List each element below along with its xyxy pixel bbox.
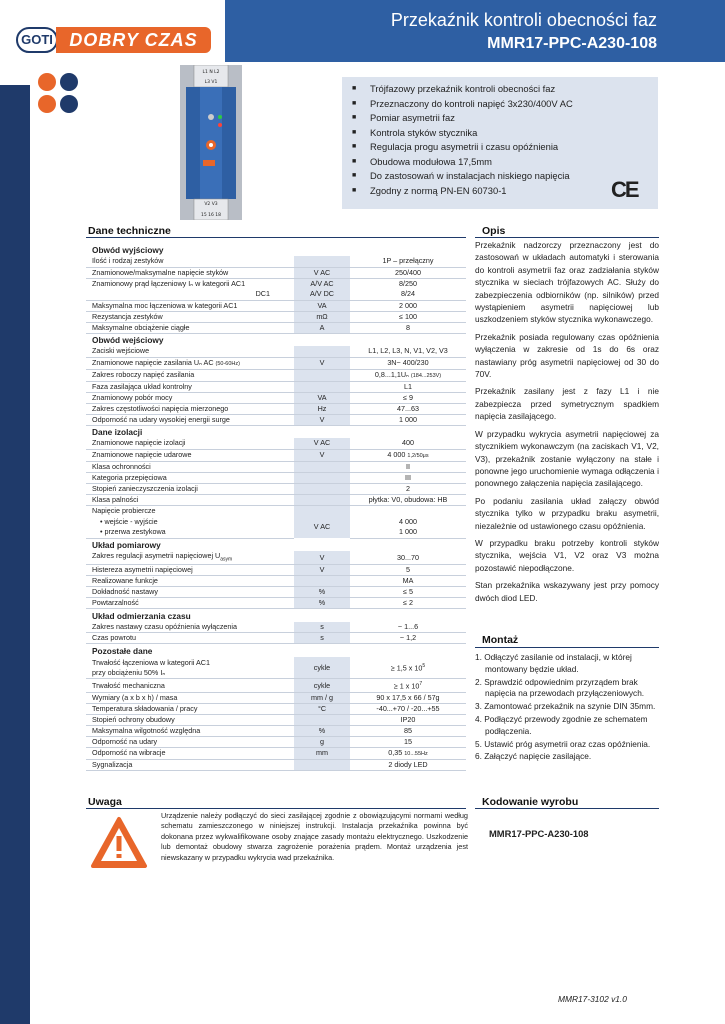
dot-orange-1	[38, 73, 56, 91]
spec-unit: %	[294, 598, 350, 609]
spec-value: ≤ 5	[350, 587, 466, 598]
device-bottom-terminals: 15 16 18	[200, 213, 222, 218]
spec-value: płytka: V0, obudowa: HB	[350, 494, 466, 505]
installation-step: 3. Zamontować przekaźnik na szynie DIN 35mm.	[475, 701, 656, 712]
description-paragraph: W przypadku braku potrzeby kontroli styków stycznika, wejścia V1, V2 oraz V3 można pozostawić niepodłączone.	[475, 537, 659, 573]
feature-item: ■ Obudowa modułowa 17,5mm	[350, 155, 658, 170]
spec-unit: cykle	[294, 657, 350, 679]
spec-value: 30...70	[350, 551, 466, 565]
spec-table: Obwód wyjściowy Ilość i rodzaj zestyków 1P – przełączny Znamionowe/maksymalne napięcie styków V AC 250/400 Znamionowy prąd łączeniowy Iₙ w kategorii AC1 A/V AC 8/250 DC1 A/V DC 8/24 Maksymalna moc łączeniowa w kategorii AC1 VA 2 000 Rezystancja zestyków mΩ ≤ 100 Maksymalne obciążenie ciągłe A 8 Obwód wejściowy Zaciski wejściowe L1, L2, L3, N, V1, V2, V3 Znamionowe napięcie zasilania Uₙ AC (50-60Hz) V 3N~ 400/230 Zakres roboczy napięć zasilania 0,8...1,1Uₙ (184...253V) Faza zasilająca układ kontrolny L1 Znamionowy pobór mocy VA ≤ 9 Zakres częstotliwości napięcia mierzonego Hz 47...63 Odporność na udary wysokiej energii surge V 1 000 Dane izolacji Znamionowe napięcie izolacji V AC 400 Znamionowe napięcie udarowe V 4 000 1,2/50μs Klasa ochronności II Kategoria przepięciowa III Stopień zanieczyszczenia izolacji 2 Klasa palności płytka: V0, obudowa: HB Napięcie probiercze • wejście - wyjście V AC 4 000 • przerwa zestykowa 1 000 Układ pomiarowy Zakres regulacji asymetrii napięciowej $U_{asym}$ V 30...70 Histereza asymetrii napięciowej V 5 Realizowane funkcje MA Dokładność nastawy % ≤ 5 Powtarzalność % ≤ 2 Układ odmierzania czasu Zakres nastawy czasu opóźnienia wyłączenia s ~ 1...6 Czas powrotu s ~ 1,2 Pozostałe dane Trwałość łączeniowa w kategorii AC1 przy obciążeniu 50% Iₙ cykle ≥ 1,5 x $10^5$ Trwałość mechaniczna cykle ≥ 1 x $10^7$ Wymiary (a x b x h) / masa mm / g 90 x 17,5 x 66 / 57g Temperatura składowania / pracy °C -40...+70 / -20...+55 Stopień ochrony obudowy IP20 Maksymalna wilgotność względna % 85 Odporność na udary g 15 Odporność na wibracje mm 0,35 10...55Hz Sygnalizacja 2 diody LED	[86, 243, 466, 771]
spec-unit	[294, 256, 350, 267]
dot-orange-2	[38, 95, 56, 113]
spec-value: III	[350, 472, 466, 483]
logo-name: DOBRY CZAS	[56, 27, 211, 53]
spec-value: IP20	[350, 714, 466, 725]
spec-unit: mΩ	[294, 311, 350, 322]
device-bottom-row2: V2 V3	[204, 202, 218, 207]
spec-label: Odporność na wibracje	[86, 747, 294, 759]
spec-value: 4 000	[399, 516, 417, 526]
spec-label: Znamionowy prąd łączeniowy Iₙ w kategorii AC1	[92, 278, 246, 288]
spec-value: ≤ 100	[350, 311, 466, 322]
spec-value-note: 1,2/50μs	[407, 452, 429, 459]
spec-unit	[294, 369, 350, 381]
spec-value: 0,8...1,1Uₙ	[374, 369, 409, 379]
section-montaz-title: Montaż	[482, 634, 519, 646]
spec-value: 2 000	[350, 300, 466, 311]
spec-unit	[294, 505, 350, 516]
spec-value: ≥ 1 x 10	[393, 681, 420, 691]
spec-label: Stopień zanieczyszczenia izolacji	[86, 483, 294, 494]
installation-step: 2. Sprawdzić odpowiednim przyrządem brak napięcia na przewodach przyłączeniowych.	[475, 676, 645, 699]
spec-label: Klasa ochronności	[86, 461, 294, 472]
spec-label: Znamionowe napięcie izolacji	[86, 438, 294, 449]
spec-unit: V AC	[294, 516, 350, 538]
spec-value: L1, L2, L3, N, V1, V2, V3	[350, 346, 466, 357]
spec-group-title: Pozostałe dane	[92, 645, 153, 656]
spec-label-note: (50-60Hz)	[215, 360, 240, 367]
model-title: MMR17-PPC-A230-108	[487, 35, 657, 52]
section-kod-title: Kodowanie wyrobu	[482, 796, 579, 808]
description-paragraph: Przekaźnik nadzorczy przeznaczony jest do zastosowań w układach automatyki i sterowania do kontroli asymetrii faz oraz zadziałania styków stycznika w sieciach trójfazowych AC. Służy do zabezpieczenia odbiorników (np. silników) przed wystąpieniem asymetrii napięciowej lub uszkodzeniem styków stycznika wykonawczego.	[475, 240, 659, 325]
spec-label: Faza zasilająca układ kontrolny	[86, 381, 294, 392]
spec-value: ≤ 9	[350, 392, 466, 403]
spec-unit: A/V DC	[294, 289, 350, 300]
spec-label: Sygnalizacja	[86, 759, 294, 770]
spec-unit: VA	[294, 300, 350, 311]
spec-unit: V	[294, 357, 350, 369]
spec-group-title: Układ odmierzania czasu	[92, 610, 191, 621]
spec-label: Dokładność nastawy	[86, 587, 294, 598]
spec-label: Histereza asymetrii napięciowej	[86, 565, 294, 576]
spec-unit	[294, 461, 350, 472]
spec-label: Klasa palności	[86, 494, 294, 505]
spec-label: Znamionowe napięcie udarowe	[86, 449, 294, 461]
spec-value-note: 10...55Hz	[404, 750, 428, 757]
device-top-terminals: L1 N L2	[202, 70, 220, 75]
page-title: Przekaźnik kontroli obecności faz	[390, 10, 657, 30]
spec-unit	[294, 576, 350, 587]
spec-value: -40...+70 / -20...+55	[350, 703, 466, 714]
spec-value-exp: 7	[419, 681, 423, 688]
spec-label: Odporność na udary wysokiej energii surge	[86, 414, 294, 425]
section-uwaga-title: Uwaga	[88, 796, 122, 808]
spec-unit: mm / g	[294, 692, 350, 703]
order-code: MMR17-PPC-A230-108	[489, 828, 589, 839]
spec-unit	[294, 759, 350, 770]
description-text	[475, 239, 659, 609]
feature-item: ■ Regulacja progu asymetrii i czasu opóźnienia	[350, 140, 658, 155]
description-paragraph: W przypadku wykrycia asymetrii napięciowej za stycznikiem wykonawczym (na zaciskach V1, V2, V3), przekaźnik zostanie wyłączony na stałe i ponowne jego uruchomienie wymaga odłączenia i ponownego załączenia napięcia zasilającego.	[475, 428, 659, 489]
spec-value: 2	[350, 483, 466, 494]
spec-value: II	[350, 461, 466, 472]
spec-unit	[294, 483, 350, 494]
divider	[86, 808, 466, 809]
spec-value: 90 x 17,5 x 66 / 57g	[350, 692, 466, 703]
spec-label: Odporność na udary	[86, 736, 294, 747]
spec-unit: V AC	[294, 267, 350, 278]
spec-label: Znamionowy pobór mocy	[86, 392, 294, 403]
spec-label: Znamionowe napięcie zasilania Uₙ AC	[92, 357, 214, 367]
spec-label: przerwa zestykowa	[104, 527, 166, 537]
spec-unit: A	[294, 322, 350, 333]
spec-label: Zakres częstotliwości napięcia mierzonego	[86, 403, 294, 414]
spec-unit: °C	[294, 703, 350, 714]
spec-unit: V	[294, 565, 350, 576]
divider	[86, 237, 466, 238]
spec-value: 4 000	[387, 449, 406, 459]
divider	[475, 808, 659, 809]
spec-label: Maksymalna moc łączeniowa w kategorii AC1	[86, 300, 294, 311]
spec-value: 1 000	[350, 414, 466, 425]
spec-label: DC1	[86, 289, 294, 300]
dot-navy-1	[60, 73, 78, 91]
left-accent-bar	[0, 85, 30, 1024]
document-version: MMR17-3102 v1.0	[558, 994, 627, 1004]
spec-unit	[294, 346, 350, 357]
spec-unit: %	[294, 725, 350, 736]
feature-item: ■ Przeznaczony do kontroli napięć 3x230/400V AC	[350, 97, 658, 112]
spec-value: 2 diody LED	[350, 759, 466, 770]
spec-label: Zakres roboczy napięć zasilania	[86, 369, 294, 381]
spec-label: Maksymalna wilgotność względna	[86, 725, 294, 736]
header-band	[225, 0, 725, 62]
spec-label: Czas powrotu	[86, 633, 294, 644]
device-image	[176, 65, 246, 220]
spec-label: Stopień ochrony obudowy	[86, 714, 294, 725]
spec-label: Zakres regulacji asymetrii napięciowej U	[92, 551, 221, 560]
logo-mark: GOTI	[16, 27, 58, 53]
spec-value: 1 000	[350, 527, 466, 538]
spec-value: 3N~ 400/230	[350, 357, 466, 369]
spec-value: ~ 1,2	[350, 633, 466, 644]
spec-label: Realizowane funkcje	[86, 576, 294, 587]
spec-group-title: Obwód wyjściowy	[92, 244, 164, 255]
spec-unit: V AC	[294, 438, 350, 449]
spec-unit: V	[294, 551, 350, 565]
feature-item: ■ Pomiar asymetrii faz	[350, 111, 658, 126]
spec-label: Trwałość łączeniowa w kategorii AC1	[92, 657, 210, 667]
divider	[475, 647, 659, 648]
installation-step: 1. Odłączyć zasilanie od instalacji, w której montowany będzie układ.	[475, 652, 632, 674]
spec-unit: s	[294, 633, 350, 644]
spec-unit: g	[294, 736, 350, 747]
spec-label: wejście - wyjście	[104, 516, 158, 526]
company-logo	[16, 27, 211, 53]
spec-label: Maksymalne obciążenie ciągłe	[86, 322, 294, 333]
spec-value: MA	[350, 576, 466, 587]
spec-value	[350, 505, 466, 516]
installation-step: 4. Podłączyć przewody zgodnie ze schematem podłączenia.	[475, 713, 648, 736]
spec-group-title: Układ pomiarowy	[92, 539, 161, 550]
installation-step: 6. Załączyć napięcie zasilające.	[475, 751, 592, 762]
spec-label: Napięcie probiercze	[92, 505, 156, 515]
spec-label: Trwałość mechaniczna	[86, 679, 294, 692]
spec-label: Zaciski wejściowe	[86, 346, 294, 357]
spec-value: 5	[350, 565, 466, 576]
warning-text: Urządzenie należy podłączyć do sieci zasilającej zgodnie z obowiązującymi normami według schematu zamieszczonego w niniejszej instrukcji. Instalacja przekaźnika powinna być dokonana przez wykwalifikowane osoby znające zasady montażu elektrycznego. Uszkodzenie lub demontaż obudowy stwarza zagrożenie porażenia prądem. Montaż urządzenia jest niewskazany w przypadku wykrycia wad przekaźnika.	[161, 811, 468, 862]
spec-unit: Hz	[294, 403, 350, 414]
description-paragraph: Przekaźnik zasilany jest z fazy L1 i nie zabezpiecza przed symetrycznym spadkiem napięcia zasilającego.	[475, 386, 659, 422]
spec-value: 250/400	[350, 267, 466, 278]
divider	[475, 237, 659, 238]
spec-value: ≥ 1,5 x 10	[390, 663, 423, 673]
spec-label: Znamionowe/maksymalne napięcie styków	[86, 267, 294, 278]
spec-value-note: (184...253V)	[410, 372, 442, 379]
spec-label-line2: przy obciążeniu 50% Iₙ	[92, 667, 166, 677]
feature-item: ■ Kontrola styków stycznika	[350, 126, 658, 141]
section-tech-title: Dane techniczne	[88, 225, 171, 237]
spec-value: L1	[350, 381, 466, 392]
spec-group-title: Obwód wejściowy	[92, 334, 164, 345]
spec-unit	[294, 494, 350, 505]
spec-value: 47...63	[350, 403, 466, 414]
spec-value: ~ 1...6	[350, 622, 466, 633]
spec-value: 8/250	[399, 278, 417, 288]
spec-label: Wymiary (a x b x h) / masa	[86, 692, 294, 703]
spec-value: 8	[350, 322, 466, 333]
installation-steps	[475, 652, 659, 764]
feature-item: ■ Zgodny z normą PN-EN 60730-1	[350, 184, 658, 199]
device-top-row2: L3 V1	[204, 80, 218, 85]
feature-item: ■ Trójfazowy przekaźnik kontroli obecności faz	[350, 82, 658, 97]
installation-step: 5. Ustawić próg asymetrii oraz czas opóźnienia.	[475, 738, 651, 749]
spec-group-title: Dane izolacji	[92, 426, 143, 437]
spec-unit: A/V AC	[294, 278, 350, 289]
dot-navy-2	[60, 95, 78, 113]
spec-unit	[294, 381, 350, 392]
spec-value: 400	[350, 438, 466, 449]
spec-label-sub: asym	[220, 556, 233, 563]
spec-unit	[294, 714, 350, 725]
description-paragraph: Przekaźnik posiada regulowany czas opóźnienia wyłączenia w zakresie od 1s do 6s oraz nastawiany próg asymetrii napięciowej od 30 do 70V.	[475, 331, 659, 380]
spec-unit: V	[294, 449, 350, 461]
spec-value: ≤ 2	[350, 598, 466, 609]
description-paragraph: Stan przekaźnika wskazywany jest przy pomocy dwóch diod LED.	[475, 580, 659, 603]
spec-unit: s	[294, 622, 350, 633]
section-opis-title: Opis	[482, 225, 506, 237]
description-paragraph: Po podaniu zasilania układ załączy obwód stycznika tylko w przypadku braku asymetrii, niezależnie od ustawionego czasu opóźnienia.	[475, 495, 659, 531]
spec-unit: mm	[294, 747, 350, 759]
spec-label: Kategoria przepięciowa	[86, 472, 294, 483]
spec-label: Zakres nastawy czasu opóźnienia wyłączenia	[86, 622, 294, 633]
spec-value: 15	[350, 736, 466, 747]
ce-mark: CE	[611, 177, 638, 202]
spec-unit: V	[294, 414, 350, 425]
spec-unit: %	[294, 587, 350, 598]
feature-item: ■ Do zastosowań w instalacjach niskiego napięcia	[350, 169, 658, 184]
spec-value: 1P – przełączny	[350, 256, 466, 267]
spec-label: Powtarzalność	[86, 598, 294, 609]
spec-label: Temperatura składowania / pracy	[86, 703, 294, 714]
spec-unit: cykle	[294, 679, 350, 692]
spec-value-exp: 5	[422, 663, 426, 670]
spec-value: 0,35	[388, 747, 403, 757]
spec-unit	[294, 472, 350, 483]
spec-value: 85	[350, 725, 466, 736]
spec-label: Rezystancja zestyków	[86, 311, 294, 322]
spec-value: 8/24	[350, 289, 466, 300]
spec-label: Ilość i rodzaj zestyków	[86, 256, 294, 267]
spec-unit: VA	[294, 392, 350, 403]
warning-icon	[90, 816, 148, 870]
